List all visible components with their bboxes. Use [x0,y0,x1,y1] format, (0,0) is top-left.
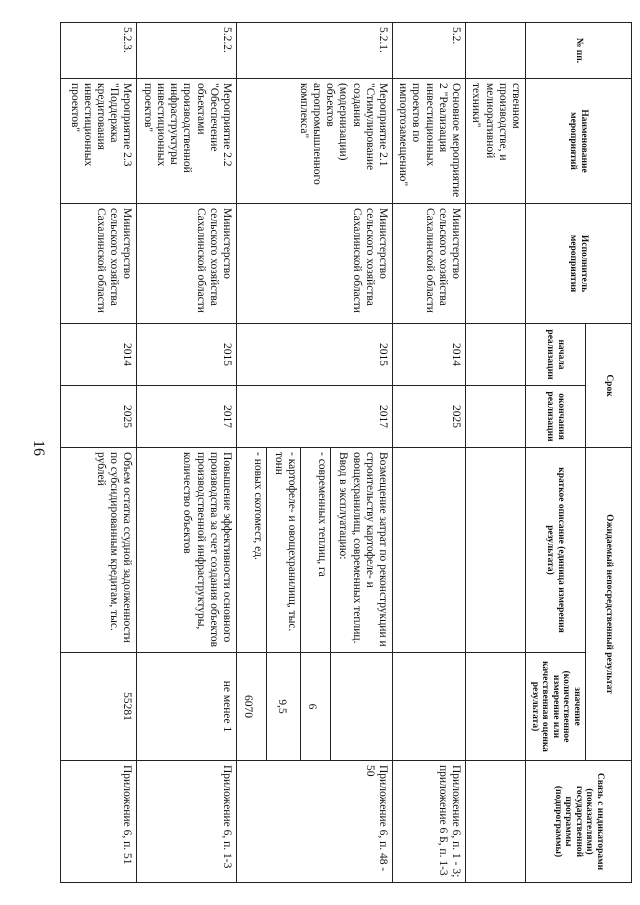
cell-sub-desc: - современных теплиц, га [301,448,331,653]
cell-num: 5.2. [393,23,466,79]
cell-desc: Повышение эффективности основного производства за счет создания объектов производственной инфраструктуры, количество объектов [137,448,237,653]
cell-start: 2015 [237,324,393,386]
cell-end: 2017 [237,386,393,448]
cell-name: Мероприятие 2.2 "Обеспечение объектами производственной инфраструктуры инвестиционных проектов" [137,79,237,204]
cell-executor: Министерство сельского хозяйства Сахалинской области [237,204,393,324]
program-activities-table [61,22,633,883]
cell-num: 5.2.3. [61,23,137,79]
cell-end: 2025 [61,386,137,448]
cell-desc: Объем остатка ссудной задолженности по субсидированным кредитам, тыс. рублей [61,448,137,653]
table-row-5-2-1 [331,23,393,883]
header-term-end: окончания реализации [526,386,586,448]
cell-link: Приложение 6, п. 1 - 3; приложение 6 Б, п. 1-3 [393,761,466,883]
cell-name: ственном производстве, и мелиоративной техники" [466,79,526,204]
cell-value: не менее 1 [137,653,237,761]
header-result: Ожидаемый непосредственный результат [586,448,632,761]
cell-start: 2015 [137,324,237,386]
page-number: 16 [30,440,47,456]
header-result-value: значение (количественное измерение или качественная оценка результата) [526,653,586,761]
header-row-1 [586,23,632,883]
cell-value [466,653,526,761]
cell-link [466,761,526,883]
cell-executor [466,204,526,324]
cell-end: 2025 [393,386,466,448]
cell-end [466,386,526,448]
table-row-5-2 [393,23,466,883]
cell-value [331,653,393,761]
cell-link: Приложение 6, п. 51 [61,761,137,883]
cell-executor: Министерство сельского хозяйства Сахалинской области [393,204,466,324]
cell-desc [466,448,526,653]
cell-name: Основное мероприятие 2 "Реализация инвестиционных проектов по импортозамещению" [393,79,466,204]
cell-num: 5.2.2. [137,23,237,79]
cell-value [393,653,466,761]
cell-name: Мероприятие 2.3 "Поддержка кредитования инвестиционных проектов" [61,79,137,204]
cell-start: 2014 [393,324,466,386]
cell-start [466,324,526,386]
cell-num [466,23,526,79]
cell-executor: Министерство сельского хозяйства Сахалинской области [61,204,137,324]
cell-executor: Министерство сельского хозяйства Сахалинской области [137,204,237,324]
cell-sub-desc: - новых скотомест, ед. [237,448,267,653]
header-name: Наименование мероприятий [526,79,632,204]
cell-start: 2014 [61,324,137,386]
table-row-continuation [466,23,526,883]
cell-sub-desc: - картофеле- и овощехранилищ, тыс. тонн [267,448,301,653]
header-term-start: начала реализации [526,324,586,386]
rotated-table-area [68,22,632,882]
cell-end: 2017 [137,386,237,448]
cell-link: Приложение 6, п. 48 - 50 [237,761,393,883]
cell-desc [393,448,466,653]
cell-name: Мероприятие 2.1 "Стимулирование создания (модернизации) объектов агропромышленного комплекса" [237,79,393,204]
cell-link: Приложение 6, п. 1-3 [137,761,237,883]
cell-value: 55281 [61,653,137,761]
cell-num: 5.2.1. [237,23,393,79]
table-row-5-2-3 [61,23,137,883]
header-link: Связь с индикаторами (показателями) государственной программы (подпрограммы) [526,761,632,883]
header-executor: Исполнитель мероприятия [526,204,632,324]
cell-sub-value: 6070 [237,653,267,761]
header-num: № пп. [526,23,632,79]
cell-desc: Возмещение затрат по реконструкции и строительству картофеле- и овощехранилищ, современных теплиц. Ввод в эксплуатацию: [331,448,393,653]
program-table-wrapper [68,22,632,882]
cell-sub-value: 9,5 [267,653,301,761]
cell-sub-value: 6 [301,653,331,761]
header-term: Срок [586,324,632,448]
table-row-5-2-2 [137,23,237,883]
header-result-desc: краткое описание (единица измерения результата) [526,448,586,653]
